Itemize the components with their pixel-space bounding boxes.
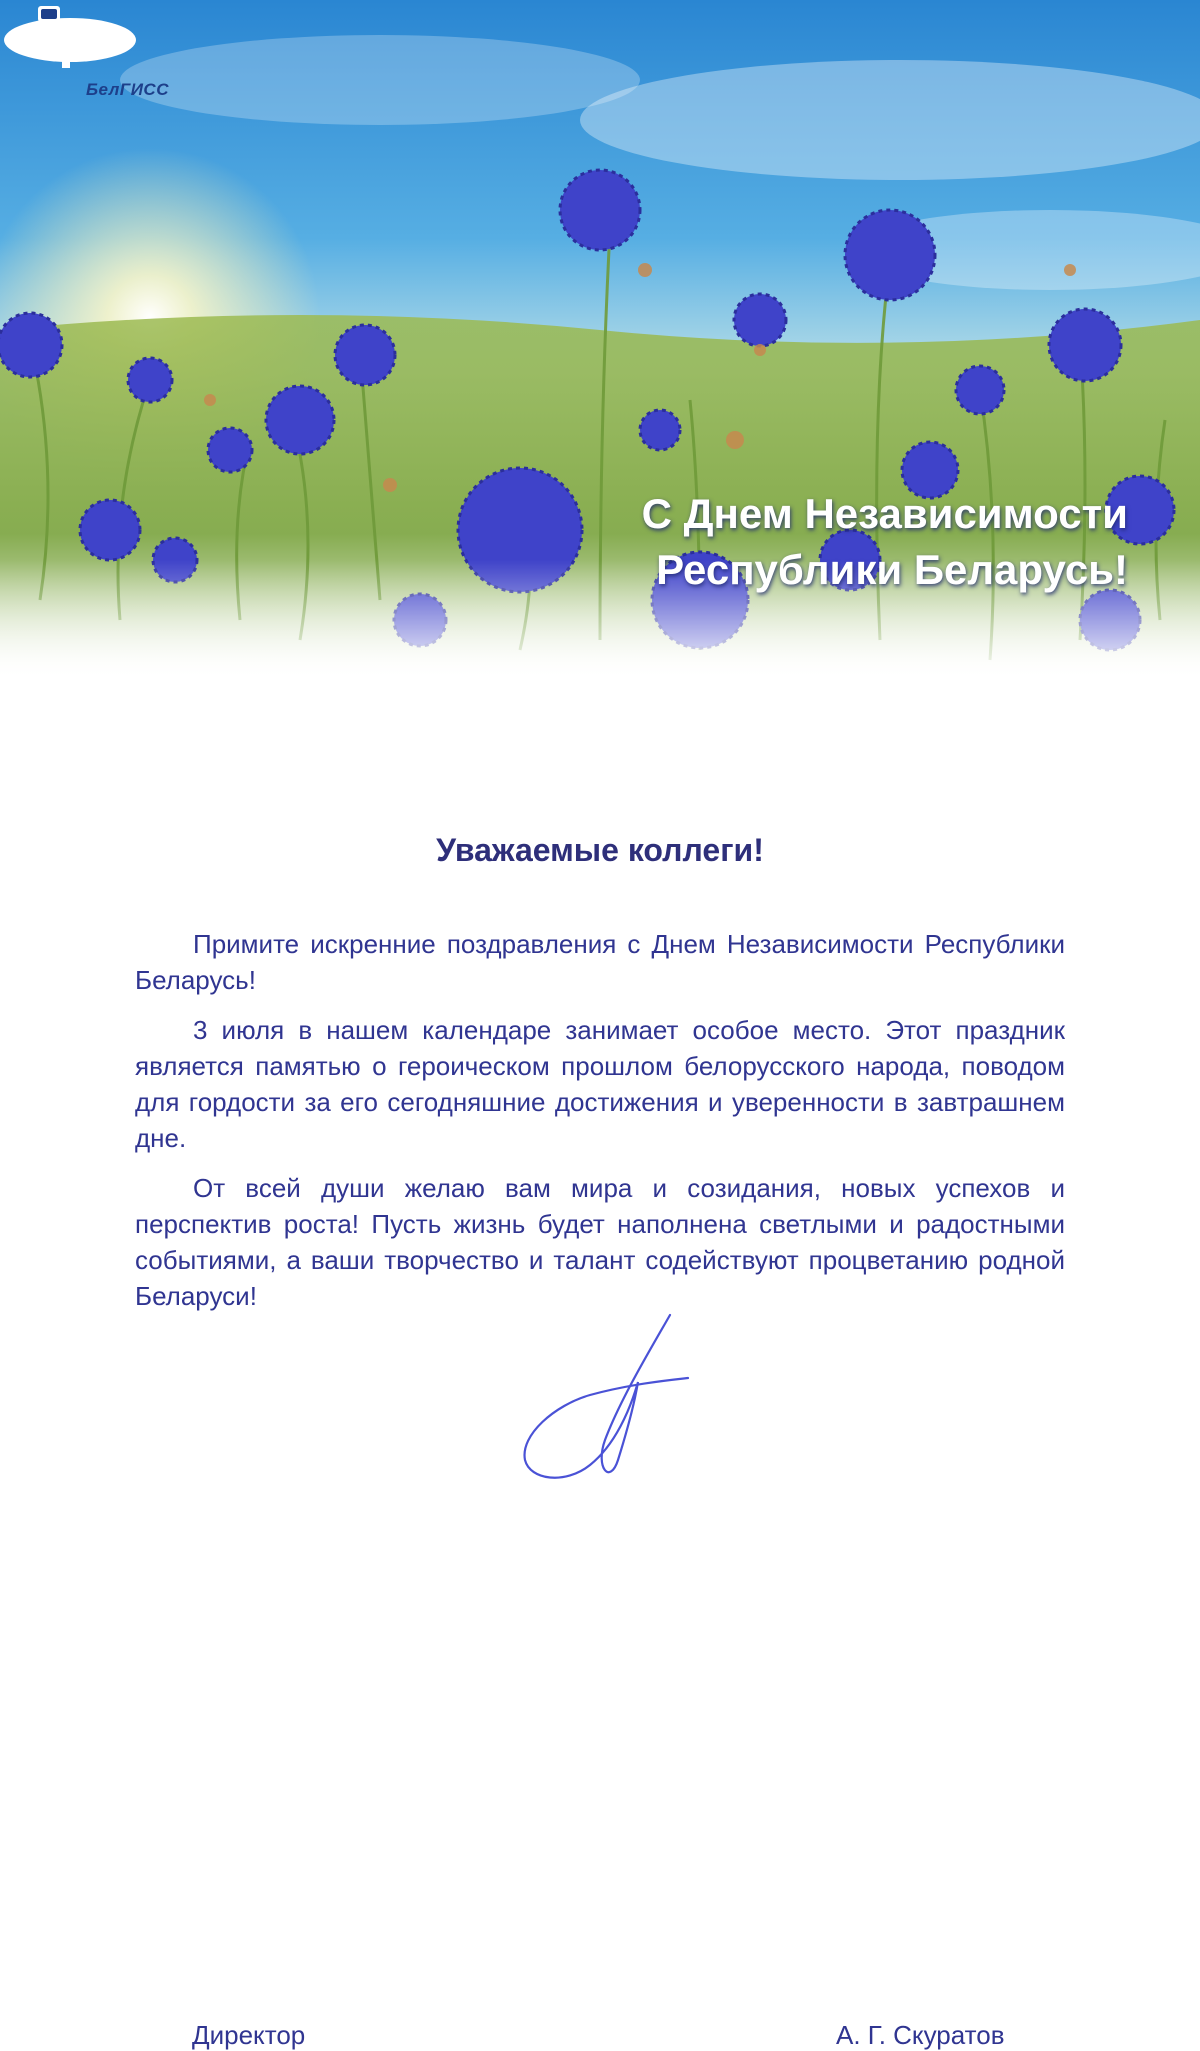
banner-title-line-1: С Днем Независимости xyxy=(641,490,1128,537)
logo-wordmark: БелГИСС xyxy=(86,80,169,99)
signer-name: А. Г. Скуратов xyxy=(836,2020,1005,2050)
paragraph: 3 июля в нашем календаре занимает особое место. Этот праздник является памятью о героическом прошлом белорусского народа, поводом для гордости за его сегодняшние достижения и уверенности в завтрашнем дне. xyxy=(135,1015,1065,1153)
handwritten-signature xyxy=(510,1310,700,1490)
hero-banner xyxy=(0,0,1200,680)
letter-body xyxy=(135,926,1065,1328)
banner-title xyxy=(642,486,1128,598)
paragraph: От всей души желаю вам мира и созидания, новых успехов и перспектив роста! Пусть жизнь будет наполнена светлыми и радостными событиями, а ваши творчество и талант содействуют процветанию родной Беларуси! xyxy=(135,1173,1065,1311)
paragraph: Примите искренние поздравления с Днем Независимости Республики Беларусь! xyxy=(135,929,1065,995)
banner-title-line-2: Республики Беларусь! xyxy=(656,546,1128,593)
signer-role: Директор xyxy=(192,2020,306,2050)
greeting-heading: Уважаемые коллеги! xyxy=(436,832,764,868)
belgiss-logo xyxy=(0,0,140,70)
